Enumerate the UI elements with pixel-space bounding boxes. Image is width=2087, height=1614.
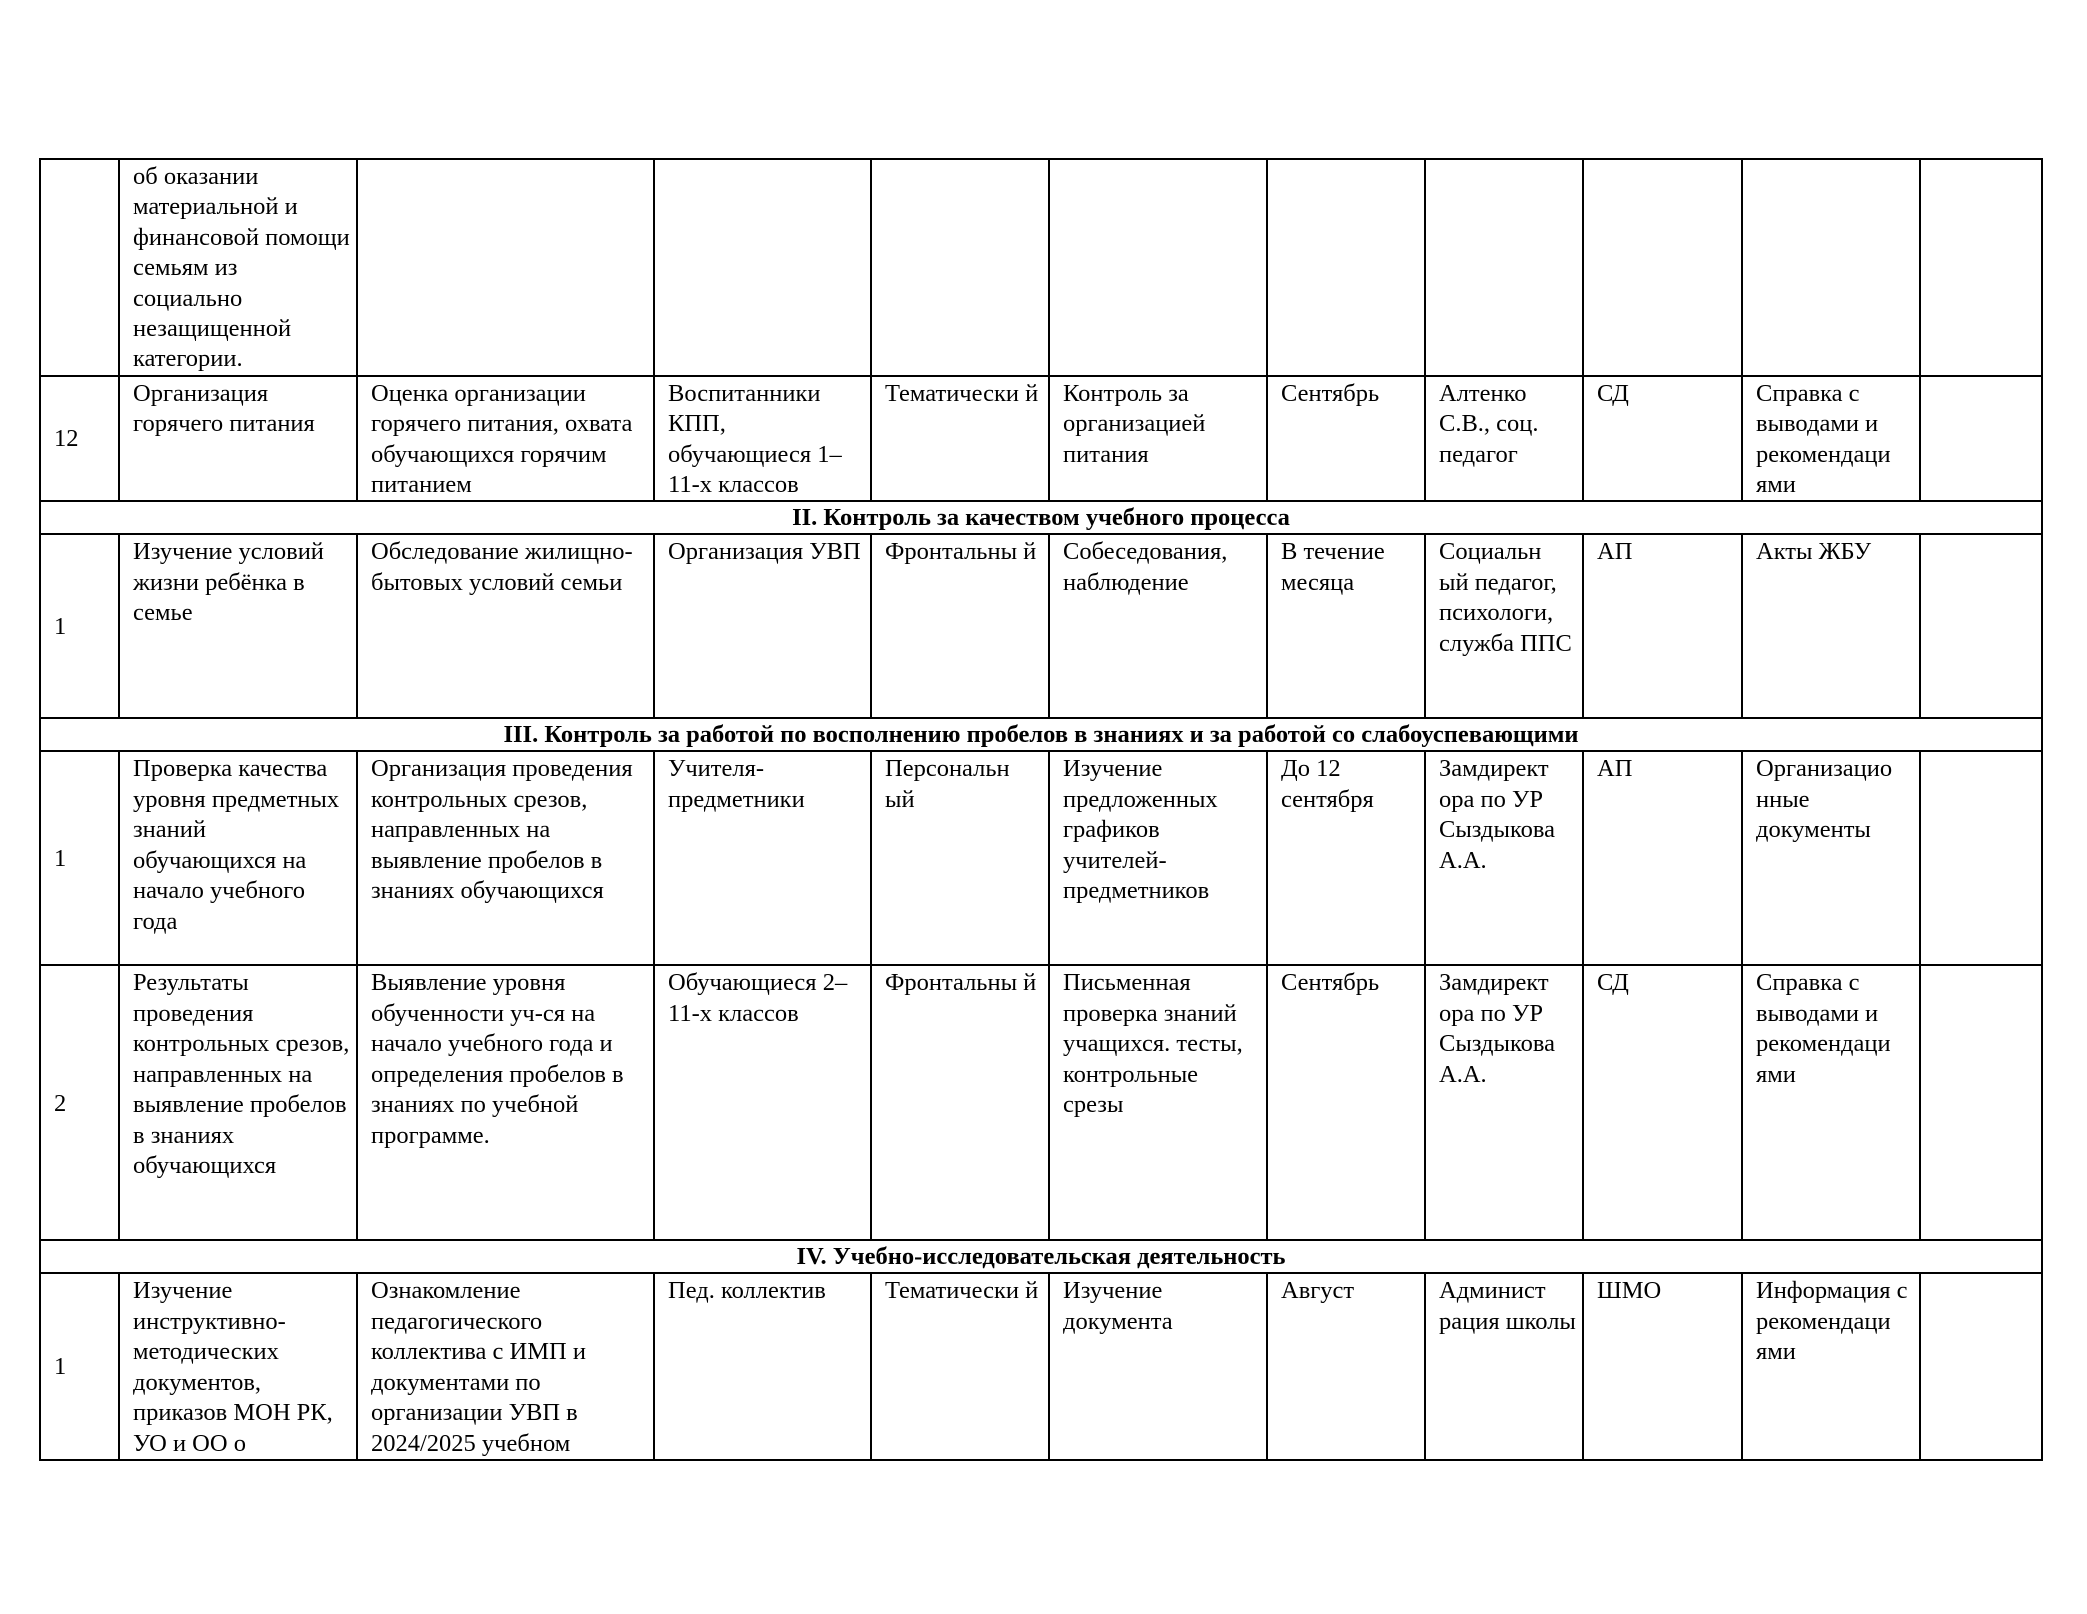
control-result: Информация с рекомендаци ями <box>1742 1273 1920 1459</box>
control-method: Письменная проверка знаний учащихся. тесты, контрольные срезы <box>1049 965 1267 1240</box>
control-date <box>1267 159 1425 376</box>
table-row <box>40 159 2042 376</box>
control-goal: Выявление уровня обученности уч-ся на начало учебного года и определения пробелов в знаниях по учебной программе. <box>357 965 654 1240</box>
control-object: Воспитанники КПП, обучающиеся 1–11-х классов <box>654 376 871 502</box>
row-number: 2 <box>40 965 119 1240</box>
row-number: 12 <box>40 376 119 502</box>
control-type: Тематически й <box>871 376 1049 502</box>
control-date: Сентябрь <box>1267 965 1425 1240</box>
control-review-place: АП <box>1583 534 1742 718</box>
control-plan-table <box>39 158 2043 1461</box>
control-responsible: Замдирект ора по УР Сыздыкова А.А. <box>1425 751 1583 965</box>
table-row <box>40 376 2042 502</box>
control-goal: Организация проведения контрольных срезов, направленных на выявление пробелов в знаниях обучающихся <box>357 751 654 965</box>
section-title: III. Контроль за работой по восполнению пробелов в знаниях и за работой со слабоуспевающими <box>40 718 2042 751</box>
control-date: До 12 сентября <box>1267 751 1425 965</box>
section-header-row <box>40 1240 2042 1273</box>
control-result: Справка с выводами и рекомендаци ями <box>1742 376 1920 502</box>
control-object: Пед. коллектив <box>654 1273 871 1459</box>
control-subject: Результаты проведения контрольных срезов, направленных на выявление пробелов в знаниях обучающихся <box>119 965 357 1240</box>
control-result: Акты ЖБУ <box>1742 534 1920 718</box>
control-subject: об оказании материальной и финансовой помощи семьям из социально незащищенной категории. <box>119 159 357 376</box>
control-goal: Оценка организации горячего питания, охвата обучающихся горячим питанием <box>357 376 654 502</box>
control-object <box>654 159 871 376</box>
control-note <box>1920 376 2042 502</box>
control-responsible: Социальн ый педагог, психологи, служба ППС <box>1425 534 1583 718</box>
control-type: Фронтальны й <box>871 965 1049 1240</box>
control-method: Контроль за организацией питания <box>1049 376 1267 502</box>
control-goal: Обследование жилищно-бытовых условий семьи <box>357 534 654 718</box>
control-responsible <box>1425 159 1583 376</box>
control-result: Справка с выводами и рекомендаци ями <box>1742 965 1920 1240</box>
control-method <box>1049 159 1267 376</box>
control-type: Тематически й <box>871 1273 1049 1459</box>
control-goal: Ознакомление педагогического коллектива с ИМП и документами по организации УВП в 2024/2025 учебном <box>357 1273 654 1459</box>
section-title: II. Контроль за качеством учебного процесса <box>40 501 2042 534</box>
control-review-place: АП <box>1583 751 1742 965</box>
control-review-place: СД <box>1583 376 1742 502</box>
control-method: Изучение документа <box>1049 1273 1267 1459</box>
control-review-place <box>1583 159 1742 376</box>
table-row <box>40 751 2042 965</box>
section-header-row <box>40 501 2042 534</box>
control-responsible: Замдирект ора по УР Сыздыкова А.А. <box>1425 965 1583 1240</box>
control-method: Собеседования, наблюдение <box>1049 534 1267 718</box>
row-number: 1 <box>40 751 119 965</box>
control-responsible: Алтенко С.В., соц. педагог <box>1425 376 1583 502</box>
control-subject: Проверка качества уровня предметных знаний обучающихся на начало учебного года <box>119 751 357 965</box>
table-row <box>40 965 2042 1240</box>
control-object: Учителя-предметники <box>654 751 871 965</box>
control-date: Август <box>1267 1273 1425 1459</box>
control-subject: Изучение инструктивно-методических документов, приказов МОН РК, УО и ОО о <box>119 1273 357 1459</box>
table-row <box>40 534 2042 718</box>
section-title: IV. Учебно-исследовательская деятельность <box>40 1240 2042 1273</box>
control-object: Обучающиеся 2–11-х классов <box>654 965 871 1240</box>
control-type: Персональн ый <box>871 751 1049 965</box>
section-header-row <box>40 718 2042 751</box>
control-date: Сентябрь <box>1267 376 1425 502</box>
control-type: Фронтальны й <box>871 534 1049 718</box>
control-result: Организацио нные документы <box>1742 751 1920 965</box>
table-row <box>40 1273 2042 1459</box>
control-result <box>1742 159 1920 376</box>
control-subject: Организация горячего питания <box>119 376 357 502</box>
control-note <box>1920 751 2042 965</box>
control-note <box>1920 965 2042 1240</box>
control-responsible: Админист рация школы <box>1425 1273 1583 1459</box>
row-number <box>40 159 119 376</box>
control-type <box>871 159 1049 376</box>
control-subject: Изучение условий жизни ребёнка в семье <box>119 534 357 718</box>
control-date: В течение месяца <box>1267 534 1425 718</box>
control-note <box>1920 1273 2042 1459</box>
control-review-place: СД <box>1583 965 1742 1240</box>
control-note <box>1920 159 2042 376</box>
row-number: 1 <box>40 1273 119 1459</box>
control-review-place: ШМО <box>1583 1273 1742 1459</box>
row-number: 1 <box>40 534 119 718</box>
control-note <box>1920 534 2042 718</box>
control-method: Изучение предложенных графиков учителей-предметников <box>1049 751 1267 965</box>
control-goal <box>357 159 654 376</box>
control-object: Организация УВП <box>654 534 871 718</box>
